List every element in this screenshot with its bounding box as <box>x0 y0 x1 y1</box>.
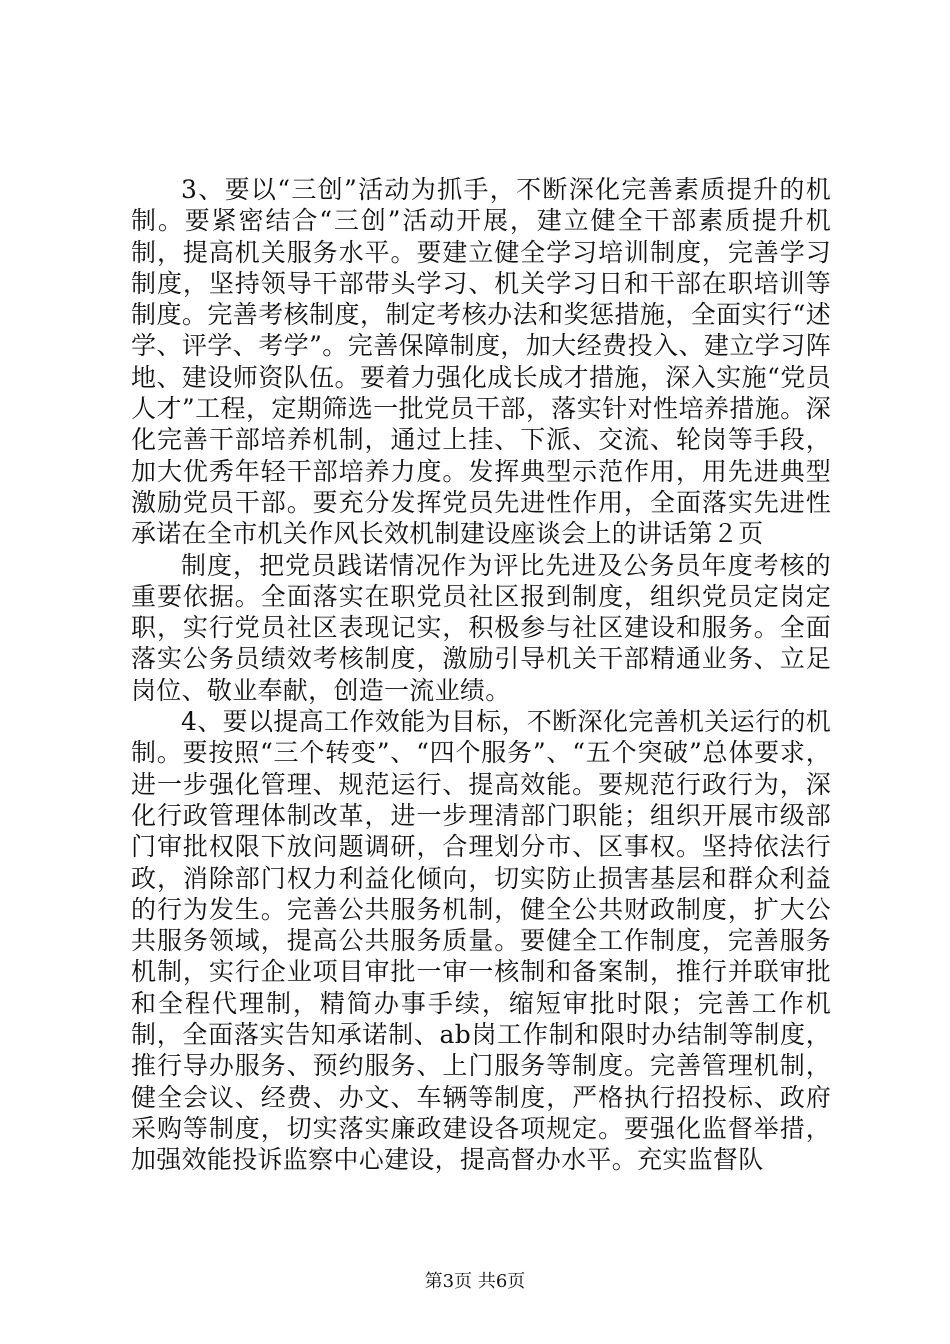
paragraph-3: 3、要以“三创”活动为抓手，不断深化完善素质提升的机制。要紧密结合“三创”活动开展，建立健全干部素质提升机制，提高机关服务水平。要建立健全学习培训制度，完善学习制度，坚持领导干部带头学习、机关学习日和干部在职培训等制度。完善考核制度，制定考核办法和奖惩措施，全面实行“述学、评学、考学”。完善保障制度，加大经费投入、建立学习阵地、建设师资队伍。要着力强化成长成才措施，深入实施“党员人才”工程，定期筛选一批党员干部，落实针对性培养措施。深化完善干部培养机制，通过上挂、下派、交流、轮岗等手段，加大优秀年轻干部培养力度。发挥典型示范作用，用先进典型激励党员干部。要充分发挥党员先进性作用，全面落实先进性承诺在全市机关作风长效机制建设座谈会上的讲话第２页 <box>131 175 831 549</box>
paragraph-4: 4、要以提高工作效能为目标，不断深化完善机关运行的机制。要按照“三个转变”、“四个服务”、“五个突破”总体要求，进一步强化管理、规范运行、提高效能。要规范行政行为，深化行政管理体制改革，进一步理清部门职能；组织开展市级部门审批权限下放问题调研，合理划分市、区事权。坚持依法行政，消除部门权力利益化倾向，切实防止损害基层和群众利益的行为发生。完善公共服务机制，健全公共财政制度，扩大公共服务领域，提高公共服务质量。要健全工作制度，完善服务机制，实行企业项目审批一审一核制和备案制，推行并联审批和全程代理制，精简办事手续，缩短审批时限；完善工作机制，全面落实告知承诺制、ab岗工作制和限时办结制等制度，推行导办服务、预约服务、上门服务等制度。完善管理机制，健全会议、经费、办文、车辆等制度，严格执行招投标、政府采购等制度，切实落实廉政建设各项规定。要强化监督举措，加强效能投诉监察中心建设，提高督办水平。充实监督队 <box>131 707 831 1175</box>
page-footer: 第3页 共6页 <box>424 1271 526 1292</box>
paragraph-continuation: 制度，把党员践诺情况作为评比先进及公务员年度考核的重要依据。全面落实在职党员社区报到制度，组织党员定岗定职，实行党员社区表现记实，积极参与社区建设和服务。全面落实公务员绩效考核制度，激励引导机关干部精通业务、立足岗位、敬业奉献，创造一流业绩。 <box>131 550 831 705</box>
document-body <box>131 174 831 1176</box>
